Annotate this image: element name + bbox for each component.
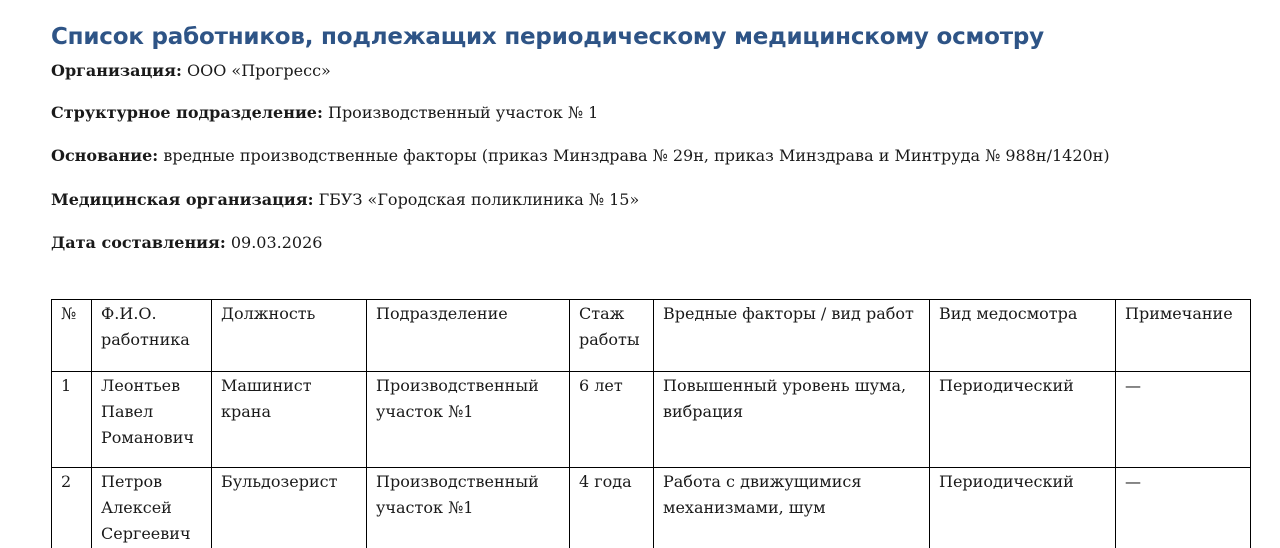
meta-label: Медицинская организация: [51, 190, 314, 209]
table-header-row [52, 300, 1251, 372]
cell-experience: 6 лет [570, 372, 654, 468]
cell-note: — [1116, 468, 1251, 548]
header-cell-position: Должность [212, 300, 367, 372]
meta-label: Структурное подразделение: [51, 103, 323, 122]
cell-name: Петров Алексей Сергеевич [92, 468, 212, 548]
cell-note: — [1116, 372, 1251, 468]
header-cell-department: Подразделение [367, 300, 570, 372]
cell-hazards: Работа с движущимися механизмами, шум [654, 468, 930, 548]
meta-medical-organization [51, 189, 639, 211]
header-cell-experience: Стаж работы [570, 300, 654, 372]
meta-value: Производственный участок № 1 [327, 103, 599, 122]
document-title: Список работников, подлежащих периодическому медицинскому осмотру [51, 24, 1044, 50]
cell-hazards: Повышенный уровень шума, вибрация [654, 372, 930, 468]
cell-department: Производственный участок №1 [367, 468, 570, 548]
header-cell-name: Ф.И.О. работника [92, 300, 212, 372]
table-row [52, 468, 1251, 548]
header-cell-note: Примечание [1116, 300, 1251, 372]
meta-label: Основание: [51, 146, 159, 165]
meta-basis [51, 145, 1110, 167]
employees-table [51, 299, 1251, 548]
cell-exam-type: Периодический [930, 468, 1116, 548]
table-row [52, 372, 1251, 468]
meta-label: Организация: [51, 61, 182, 80]
cell-position: Машинист крана [212, 372, 367, 468]
meta-value: вредные производственные факторы (приказ Минздрава № 29н, приказ Минздрава и Минтруда № 988н/1420н) [163, 146, 1110, 165]
header-cell-hazards: Вредные факторы / вид работ [654, 300, 930, 372]
header-cell-number: № [52, 300, 92, 372]
meta-date [51, 232, 322, 254]
cell-number: 2 [52, 468, 92, 548]
cell-department: Производственный участок №1 [367, 372, 570, 468]
meta-value: 09.03.2026 [230, 233, 323, 252]
cell-position: Бульдозерист [212, 468, 367, 548]
cell-experience: 4 года [570, 468, 654, 548]
meta-department [51, 102, 598, 124]
header-cell-exam-type: Вид медосмотра [930, 300, 1116, 372]
meta-value: ГБУЗ «Городская поликлиника № 15» [318, 190, 640, 209]
meta-label: Дата составления: [51, 233, 226, 252]
meta-value: ООО «Прогресс» [186, 61, 331, 80]
cell-number: 1 [52, 372, 92, 468]
cell-exam-type: Периодический [930, 372, 1116, 468]
meta-organization [51, 60, 331, 82]
cell-name: Леонтьев Павел Романович [92, 372, 212, 468]
